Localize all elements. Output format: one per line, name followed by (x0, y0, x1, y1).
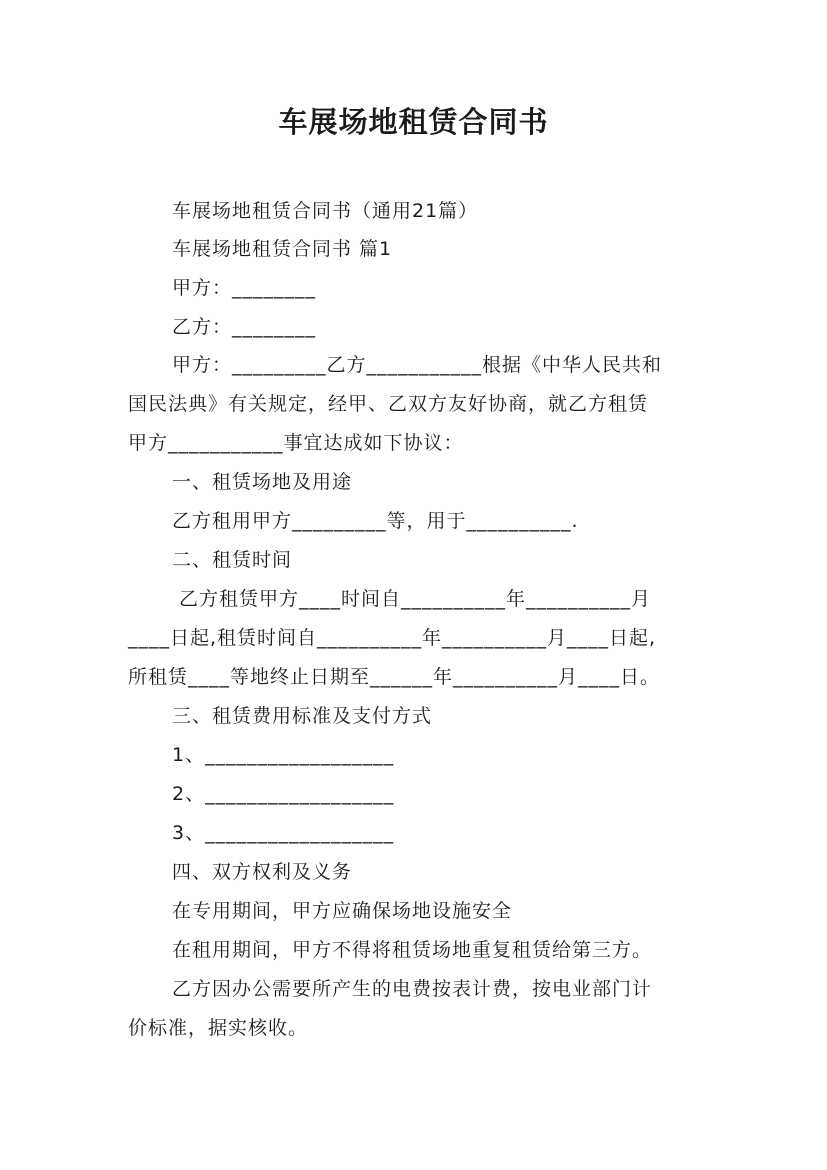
paragraph-line: 乙方租赁甲方____时间自__________年__________月 (172, 588, 652, 610)
list-item: 1、__________________ (172, 744, 395, 766)
clause-heading: 一、租赁场地及用途 (172, 471, 353, 493)
paragraph-line: 在租用期间，甲方不得将租赁场地重复租赁给第三方。 (172, 939, 653, 961)
clause-heading: 二、租赁时间 (172, 549, 293, 571)
paragraph-line: 所租赁____等地终止日期至______年__________月____日。 (128, 666, 661, 688)
clause-heading: 四、双方权利及义务 (172, 861, 353, 883)
paragraph-line: 甲方：_________乙方___________根据《中华人民共和 (172, 354, 663, 376)
paragraph-line: 甲方___________事宜达成如下协议： (128, 432, 464, 454)
list-item: 3、__________________ (172, 822, 395, 844)
paragraph-line: 乙方租用甲方_________等，用于__________. (172, 510, 579, 532)
paragraph-line: 乙方因办公需要所产生的电费按表计费，按电业部门计 (172, 978, 653, 1000)
clause-heading: 三、租赁费用标准及支付方式 (172, 705, 433, 727)
document-title: 车展场地租赁合同书 (278, 105, 549, 139)
party-b-line: 乙方：________ (172, 316, 317, 338)
paragraph-line: 在专用期间，甲方应确保场地设施安全 (172, 900, 513, 922)
party-a-line: 甲方：________ (172, 277, 317, 299)
section-heading-line: 车展场地租赁合同书 篇1 (172, 238, 393, 260)
list-item: 2、__________________ (172, 783, 395, 805)
paragraph-line: 国民法典》有关规定，经甲、乙双方友好协商，就乙方租赁 (128, 393, 649, 415)
paragraph-line: ____日起,租赁时间自__________年__________月____日起, (128, 627, 657, 649)
paragraph-line: 价标准，据实核收。 (128, 1017, 309, 1039)
subtitle-line: 车展场地租赁合同书（通用21篇） (172, 200, 479, 222)
